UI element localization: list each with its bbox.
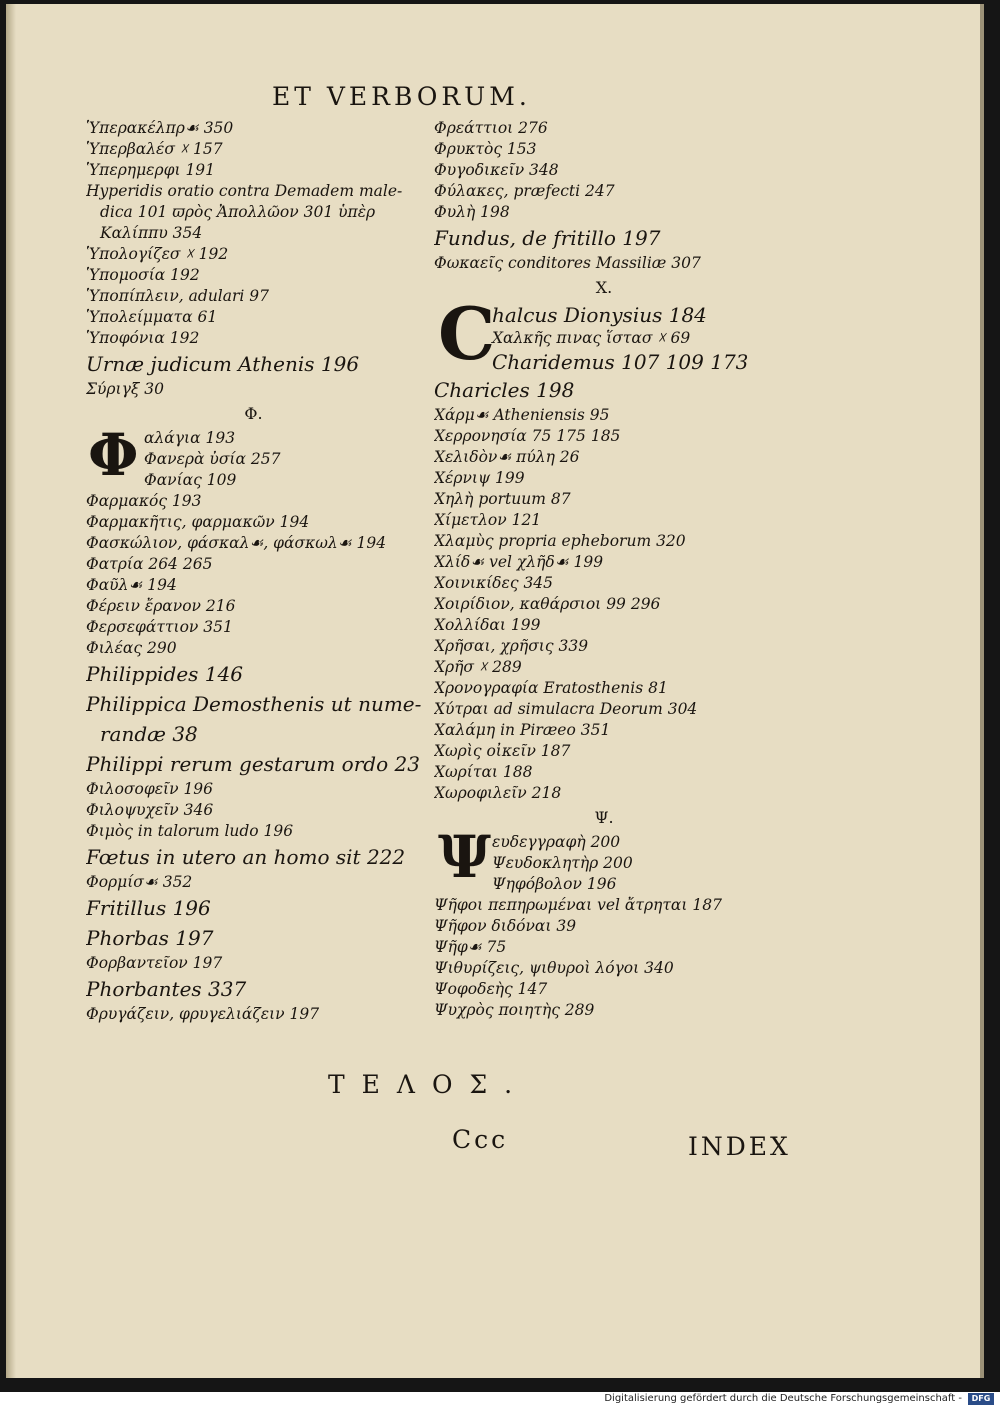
dfg-logo: DFG <box>968 1393 994 1405</box>
index-entry: Φανίας 109 <box>144 471 237 489</box>
index-entry: Φωκαεῖς conditores Massiliæ 307 <box>434 254 701 272</box>
psi-initial-block <box>434 823 774 895</box>
index-entry: Φανερὰ ὐσία 257 <box>144 450 281 468</box>
index-entry: Χωρὶς οἰκεῖν 187 <box>434 742 571 760</box>
index-entry: Φασκώλιον, φάσκαλ☙, φάσκωλ☙ 194 <box>86 534 387 552</box>
index-entry: Καλίππυ 354 <box>100 224 203 242</box>
chi-initial-block <box>434 291 774 376</box>
running-header: ET VERBORUM. <box>272 82 531 111</box>
index-entry: Χωροφιλεῖν 218 <box>434 784 562 802</box>
index-entry: Χέρνιψ 199 <box>434 469 525 487</box>
index-entry: Χαλάμη in Piræeo 351 <box>434 721 611 739</box>
index-entry: Φρυκτὸς 153 <box>434 140 537 158</box>
index-entry: ευδεγγραφὴ 200 <box>492 833 621 851</box>
index-entry: Χωρίται 188 <box>434 763 533 781</box>
index-entry: Ὑπολείμματα 61 <box>86 308 218 326</box>
index-entry: Χύτραι ad simulacra Deorum 304 <box>434 700 698 718</box>
index-entry: Φιλέας 290 <box>86 639 177 657</box>
index-entry: Χελιδὸν☙ πύλη 26 <box>434 448 580 466</box>
index-entry: Philippi rerum gestarum ordo 23 <box>86 752 420 776</box>
section-letter-chi: X. <box>595 278 613 297</box>
index-entry: Ψῆφον διδόναι 39 <box>434 917 577 935</box>
index-entry: Φιλοψυχεῖν 346 <box>86 801 214 819</box>
footer-credit-text: Digitalisierung gefördert durch die Deutsche Forschungsgemeinschaft - <box>604 1393 962 1404</box>
index-entry: dica 101 ϖρὸς Ἀπολλῶον 301 ὑπὲρ <box>100 203 376 221</box>
index-entry: Philippica Demosthenis ut nume- <box>86 692 421 716</box>
index-entry: Φιμὸς in talorum ludo 196 <box>86 822 294 840</box>
index-entry: Ψιθυρίζεις, ψιθυροὶ λόγοι 340 <box>434 959 674 977</box>
index-entry: Χολλίδαι 199 <box>434 616 541 634</box>
signature-mark: Ccc <box>452 1125 509 1154</box>
index-entry: Φυγοδικεῖν 348 <box>434 161 559 179</box>
index-entry: Ὑπολογίζεσ ☓ 192 <box>86 245 229 263</box>
index-entry: Φυλὴ 198 <box>434 203 510 221</box>
index-entry: Χρονογραφία Eratosthenis 81 <box>434 679 668 697</box>
index-entry: Ψηφόβολον 196 <box>492 875 617 893</box>
index-entry: Σύριγξ 30 <box>86 380 165 398</box>
index-entry: Φιλοσοφεῖν 196 <box>86 780 214 798</box>
index-entry: Χλαμὺς propria epheborum 320 <box>434 532 686 550</box>
index-entry: Ὑποπίπλειν, adulari 97 <box>86 287 270 305</box>
index-entry: Fundus, de fritillo 197 <box>434 226 661 250</box>
index-entry: Ὑποφόνια 192 <box>86 329 200 347</box>
index-entry: Charicles 198 <box>434 378 575 402</box>
index-entry: Ὑπερβαλέσ ☓ 157 <box>86 140 223 158</box>
index-entry: Philippides 146 <box>86 662 243 686</box>
index-entry: Ψυχρὸς ποιητὴς 289 <box>434 1001 595 1019</box>
index-entry: Χηλὴ portuum 87 <box>434 490 571 508</box>
section-letter-psi: Ψ. <box>594 808 614 827</box>
index-entry: halcus Dionysius 184 <box>492 303 707 327</box>
index-entry: Ψῆφ☙ 75 <box>434 938 507 956</box>
index-entry: Φερσεφάττιον 351 <box>86 618 233 636</box>
section-letter-phi: Φ. <box>244 404 263 423</box>
phi-initial-block <box>86 421 421 491</box>
index-entry: Urnæ judicum Athenis 196 <box>86 352 360 376</box>
index-column-right <box>434 118 774 1021</box>
index-column-left <box>86 118 421 1025</box>
index-entry: Φαρμακῆτις, φαρμακῶν 194 <box>86 513 310 531</box>
page-gutter-shadow <box>6 4 16 1378</box>
drop-cap-psi: Ψ <box>438 823 491 891</box>
index-entry: Φορβαντεῖον 197 <box>86 954 223 972</box>
index-entry: randæ 38 <box>100 722 198 746</box>
index-entry: Ψευδοκλητὴρ 200 <box>492 854 633 872</box>
index-entry: Phorbantes 337 <box>86 977 247 1001</box>
telos-end-mark: ΤΕΛΟΣ. <box>328 1070 530 1099</box>
index-entry: Χάρμ☙ Atheniensis 95 <box>434 406 610 424</box>
index-entry: Φαρμακός 193 <box>86 492 202 510</box>
index-entry: αλάγια 193 <box>144 429 236 447</box>
index-entry: Ὑπερακέλπρ☙ 350 <box>86 119 234 137</box>
index-entry: Charidemus 107 109 173 <box>492 350 749 374</box>
index-entry: Χοινικίδες 345 <box>434 574 554 592</box>
index-entry: Χαλκῆς πινας ἵστασ ☓ 69 <box>492 329 691 347</box>
index-entry: Ψῆφοι πεπηρωμέναι vel ἄτρηται 187 <box>434 896 722 914</box>
index-entry: Χερρονησία 75 175 185 <box>434 427 621 445</box>
index-entry: Hyperidis oratio contra Demadem male- <box>86 182 403 200</box>
index-entry: Χοιρίδιον, καθάρσιοι 99 296 <box>434 595 661 613</box>
index-entry: Φαῦλ☙ 194 <box>86 576 177 594</box>
index-entry: Φατρία 264 265 <box>86 555 213 573</box>
index-entry: Phorbas 197 <box>86 926 214 950</box>
index-entry: Φέρειν ἔρανον 216 <box>86 597 236 615</box>
index-entry: Χίμετλον 121 <box>434 511 542 529</box>
index-entry: Φορμίσ☙ 352 <box>86 873 193 891</box>
digitization-footer <box>0 1392 1000 1407</box>
catchword: INDEX <box>688 1132 791 1161</box>
index-entry: Φύλακες, præfecti 247 <box>434 182 615 200</box>
index-entry: Χρῆσ ☓ 289 <box>434 658 522 676</box>
drop-cap-phi: Φ <box>88 421 139 489</box>
index-entry: Ὑπερημερφι 191 <box>86 161 216 179</box>
index-entry: Fœtus in utero an homo sit 222 <box>86 845 406 869</box>
index-entry: Ψοφοδεὴς 147 <box>434 980 548 998</box>
index-entry: Φρυγάζειν, φρυγελιάζειν 197 <box>86 1005 320 1023</box>
index-entry: Ὑπομοσία 192 <box>86 266 200 284</box>
index-entry: Χλίδ☙ vel χλῆδ☙ 199 <box>434 553 604 571</box>
drop-cap-c: C <box>438 291 496 376</box>
index-entry: Fritillus 196 <box>86 896 211 920</box>
index-entry: Χρῆσαι, χρῆσις 339 <box>434 637 589 655</box>
index-entry: Φρεάττιοι 276 <box>434 119 548 137</box>
